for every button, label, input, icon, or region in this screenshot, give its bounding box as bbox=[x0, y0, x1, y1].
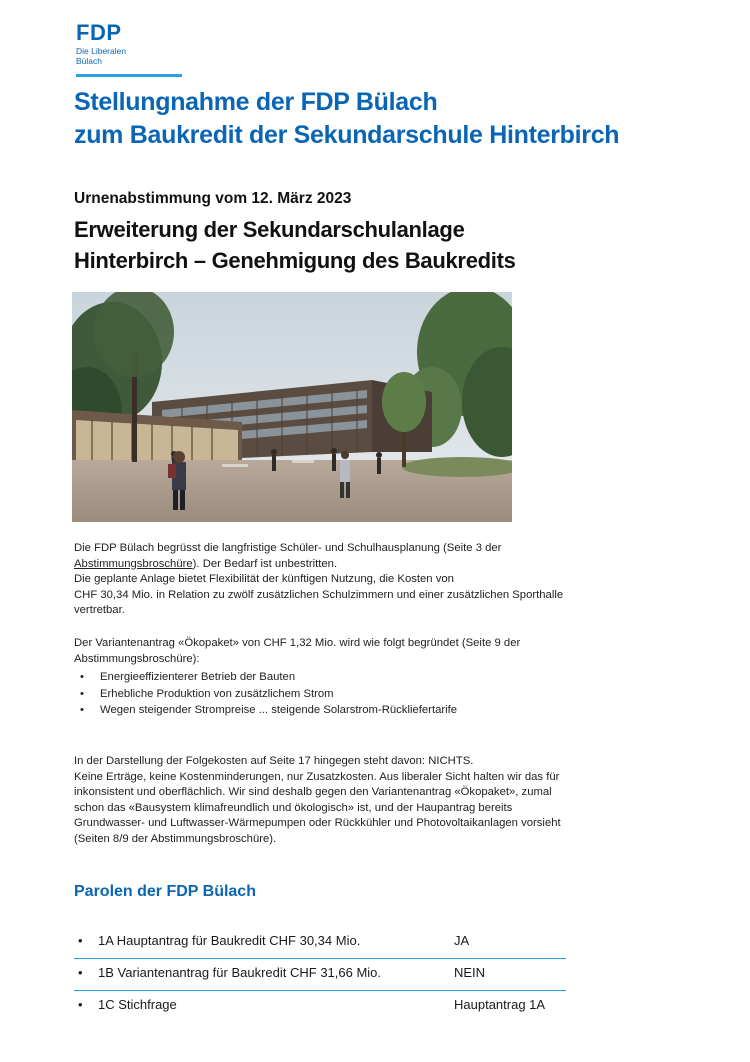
followup-text-a: In der Darstellung der Folgekosten auf Seite 17 hingegen steht davon: NICHTS. bbox=[74, 755, 474, 767]
recommendation-value: JA bbox=[454, 933, 470, 948]
intro-text-d: CHF 30,34 Mio. in Relation zu zwölf zusätzlichen Schulzimmern und einer zusätzlichen Sporthalle bbox=[74, 588, 564, 601]
intro-text-b: ). Der Bedarf ist unbestritten. bbox=[192, 557, 338, 570]
followup-text-e: Grundwasser- und Luftwasser-Wärmepumpen oder Rückkühler und Photovoltaikanlagen vorsieht bbox=[74, 817, 561, 829]
intro-text-c: Die geplante Anlage bietet Flexibilität der künftigen Nutzung, die Kosten von bbox=[74, 573, 454, 585]
followup-text-b: Keine Erträge, keine Kostenminderungen, nur Zusatzkosten. Aus liberaler Sicht halten wir das für bbox=[74, 770, 560, 783]
bullet-glyph: • bbox=[78, 933, 83, 948]
table-row bbox=[74, 927, 566, 959]
bullet-glyph: • bbox=[78, 997, 83, 1012]
variant-paragraph bbox=[74, 636, 684, 667]
brochure-link[interactable]: Abstimmungsbroschüre bbox=[74, 557, 193, 570]
vote-date: Urnenabstimmung vom 12. März 2023 bbox=[74, 190, 352, 207]
intro-text-e: vertretbar. bbox=[74, 604, 125, 616]
list-item: • Energieeffizienterer Betrieb der Bauten bbox=[80, 669, 457, 686]
recommendation-value: NEIN bbox=[454, 965, 486, 980]
followup-text-c: inkonsistent und oberflächlich. Wir sind deshalb gegen den Variantenantrag «Ökopaket», zumal bbox=[74, 786, 552, 798]
recommendation-value: Hauptantrag 1A bbox=[454, 997, 546, 1012]
bullet-glyph: • bbox=[78, 965, 83, 980]
page-title bbox=[74, 86, 619, 152]
followup-text-f: (Seiten 8/9 der Abstimmungsbroschüre). bbox=[74, 832, 277, 845]
logo-divider bbox=[76, 74, 182, 77]
school-rendering-image bbox=[72, 292, 512, 522]
section-title-line1: Erweiterung der Sekundarschulanlage bbox=[74, 217, 465, 242]
list-item: • Erhebliche Produktion von zusätzlichem Strom bbox=[80, 686, 457, 703]
proposal-label: 1A Hauptantrag für Baukredit CHF 30,34 Mio. bbox=[98, 933, 361, 948]
parolen-heading: Parolen der FDP Bülach bbox=[74, 883, 256, 900]
proposal-label: 1C Stichfrage bbox=[98, 997, 177, 1012]
table-row bbox=[74, 959, 566, 991]
logo-wordmark: FDP bbox=[76, 20, 122, 45]
followup-text-d: schon das «Bausystem klimafreundlich und ökologisch» ist, und der Haupantrag bereits bbox=[74, 801, 513, 814]
followup-costs-paragraph bbox=[74, 754, 684, 847]
page-title-line1: Stellungnahme der FDP Bülach bbox=[74, 88, 438, 116]
parolen-table bbox=[74, 927, 566, 1022]
section-title bbox=[74, 214, 516, 276]
intro-paragraph bbox=[74, 541, 684, 619]
proposal-label: 1B Variantenantrag für Baukredit CHF 31,66 Mio. bbox=[98, 965, 382, 980]
list-item: • Wegen steigender Strompreise ... steigende Solarstrom-Rückliefertarife bbox=[80, 702, 457, 719]
fdp-logo bbox=[76, 22, 126, 66]
variant-text-b: Abstimmungsbroschüre): bbox=[74, 652, 200, 665]
reasons-list bbox=[80, 669, 457, 719]
table-row bbox=[74, 991, 566, 1022]
logo-subtitle-line1: Die Liberalen bbox=[76, 46, 127, 56]
logo-subtitle-line2: Bülach bbox=[76, 56, 102, 66]
section-title-line2: Hinterbirch – Genehmigung des Baukredits bbox=[74, 248, 516, 273]
variant-text-a: Der Variantenantrag «Ökopaket» von CHF 1,32 Mio. wird wie folgt begründet (Seite 9 der bbox=[74, 637, 521, 649]
page-title-line2: zum Baukredit der Sekundarschule Hinterbirch bbox=[74, 121, 620, 149]
intro-text-a: Die FDP Bülach begrüsst die langfristige Schüler- und Schulhausplanung (Seite 3 der bbox=[74, 542, 502, 554]
